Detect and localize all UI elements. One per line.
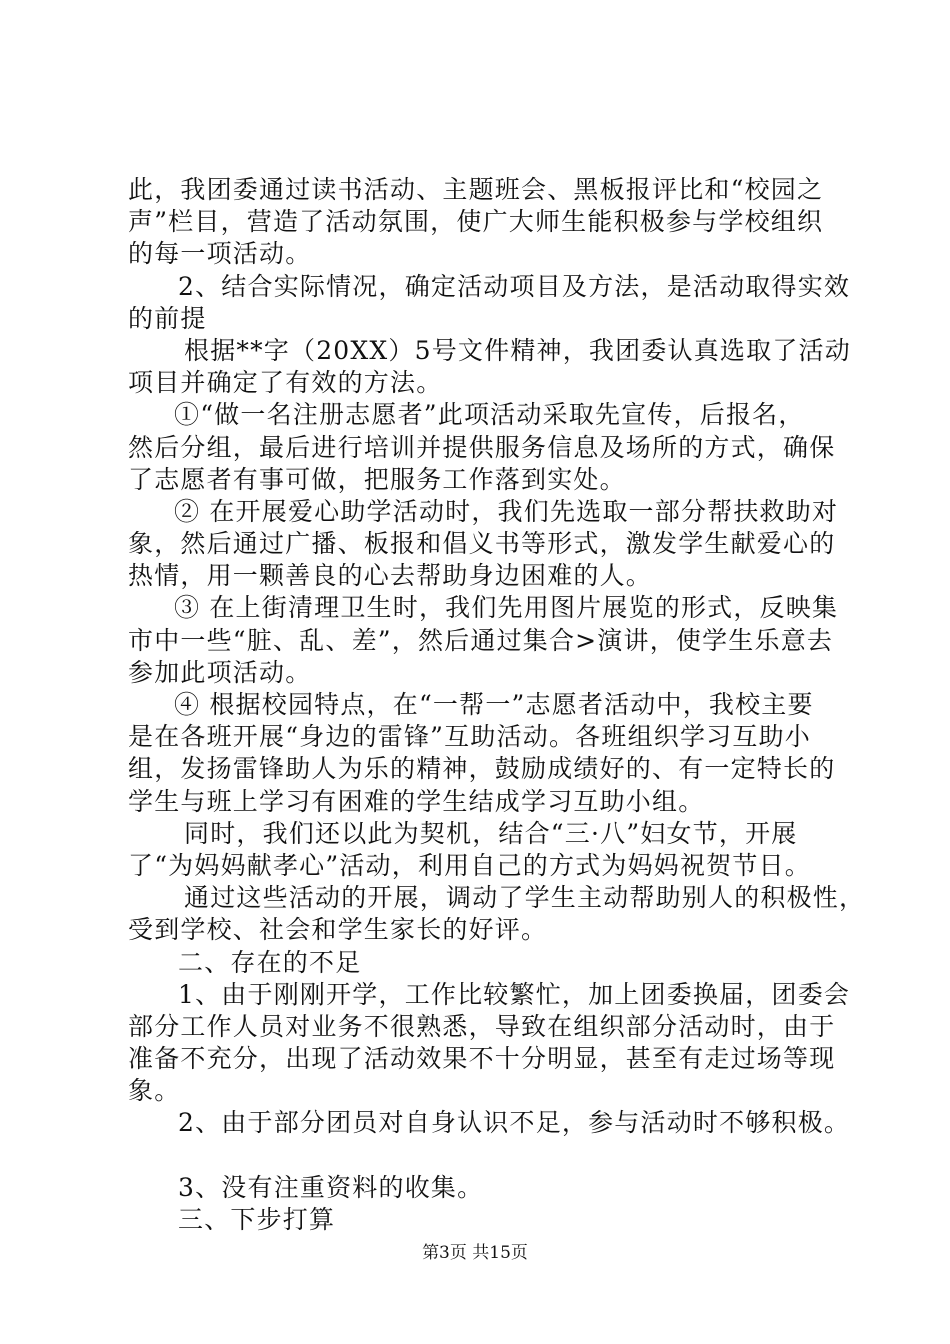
text-line: ④ 根据校园特点，在“一帮一”志愿者活动中，我校主要 [174, 690, 814, 719]
text-line: 的每一项活动。 [128, 239, 312, 269]
text-line: 1、由于刚刚开学，工作比较繁忙，加上团委换届，团委会 [178, 979, 851, 1009]
blank-line [128, 1140, 832, 1172]
section-heading: 三、下步打算 [178, 1204, 336, 1234]
text-line: 根据**字（20XX）5号文件精神，我团委认真选取了活动 [184, 335, 851, 365]
text-line: 2、由于部分团员对自身认识不足，参与活动时不够积极。 [178, 1108, 851, 1138]
text-line: 了志愿者有事可做，把服务工作落到实处。 [128, 464, 626, 494]
text-line: 热情，用一颗善良的心去帮助身边困难的人。 [128, 561, 653, 591]
text-line: 同时，我们还以此为契机，结合“三·八”妇女节，开展 [184, 818, 798, 848]
section-heading: 二、存在的不足 [178, 947, 362, 977]
text-line: 象，然后通过广播、板报和倡义书等形式，激发学生献爱心的 [128, 529, 836, 559]
text-line: 部分工作人员对业务不很熟悉，导致在组织部分活动时，由于 [128, 1011, 836, 1041]
text-line: 2、结合实际情况，确定活动项目及方法，是活动取得实效 [178, 271, 851, 301]
text-line: 然后分组，最后进行培训并提供服务信息及场所的方式，确保 [128, 432, 836, 462]
text-line: 是在各班开展“身边的雷锋”互助活动。各班组织学习互助小 [128, 722, 811, 752]
text-line: 的前提 [128, 303, 207, 333]
text-line: ③ 在上街清理卫生时，我们先用图片展览的形式，反映集 [174, 593, 839, 623]
page-number: 第3页 共15页 [422, 1243, 528, 1263]
text-line: 组，发扬雷锋助人为乐的精神，鼓励成绩好的、有一定特长的 [128, 754, 836, 784]
text-line: 项目并确定了有效的方法。 [128, 368, 443, 398]
text-line: 参加此项活动。 [128, 657, 312, 687]
text-line: 了“为妈妈献孝心”活动，利用自己的方式为妈妈祝贺节日。 [128, 850, 811, 880]
text-line: 此，我团委通过读书活动、主题班会、黑板报评比和“校园之 [128, 175, 824, 204]
text-line: 市中一些“脏、乱、差”，然后通过集合>演讲，使学生乐意去 [128, 625, 834, 655]
text-line: 受到学校、社会和学生家长的好评。 [128, 915, 548, 945]
text-line: ①“做一名注册志愿者”此项活动采取先宣传，后报名， [174, 400, 805, 430]
text-line: 准备不充分，出现了活动效果不十分明显，甚至有走过场等现 [128, 1044, 836, 1074]
document-body [128, 174, 866, 1236]
text-line: 象。 [128, 1076, 181, 1106]
text-line: 3、没有注重资料的收集。 [178, 1172, 484, 1202]
text-line: 通过这些活动的开展，调动了学生主动帮助别人的积极性， [184, 883, 866, 913]
text-line: ② 在开展爱心助学活动时，我们先选取一部分帮扶救助对 [174, 496, 839, 526]
text-line: 声”栏目，营造了活动氛围，使广大师生能积极参与学校组织 [128, 207, 824, 237]
text-line: 学生与班上学习有困难的学生结成学习互助小组。 [128, 786, 705, 816]
